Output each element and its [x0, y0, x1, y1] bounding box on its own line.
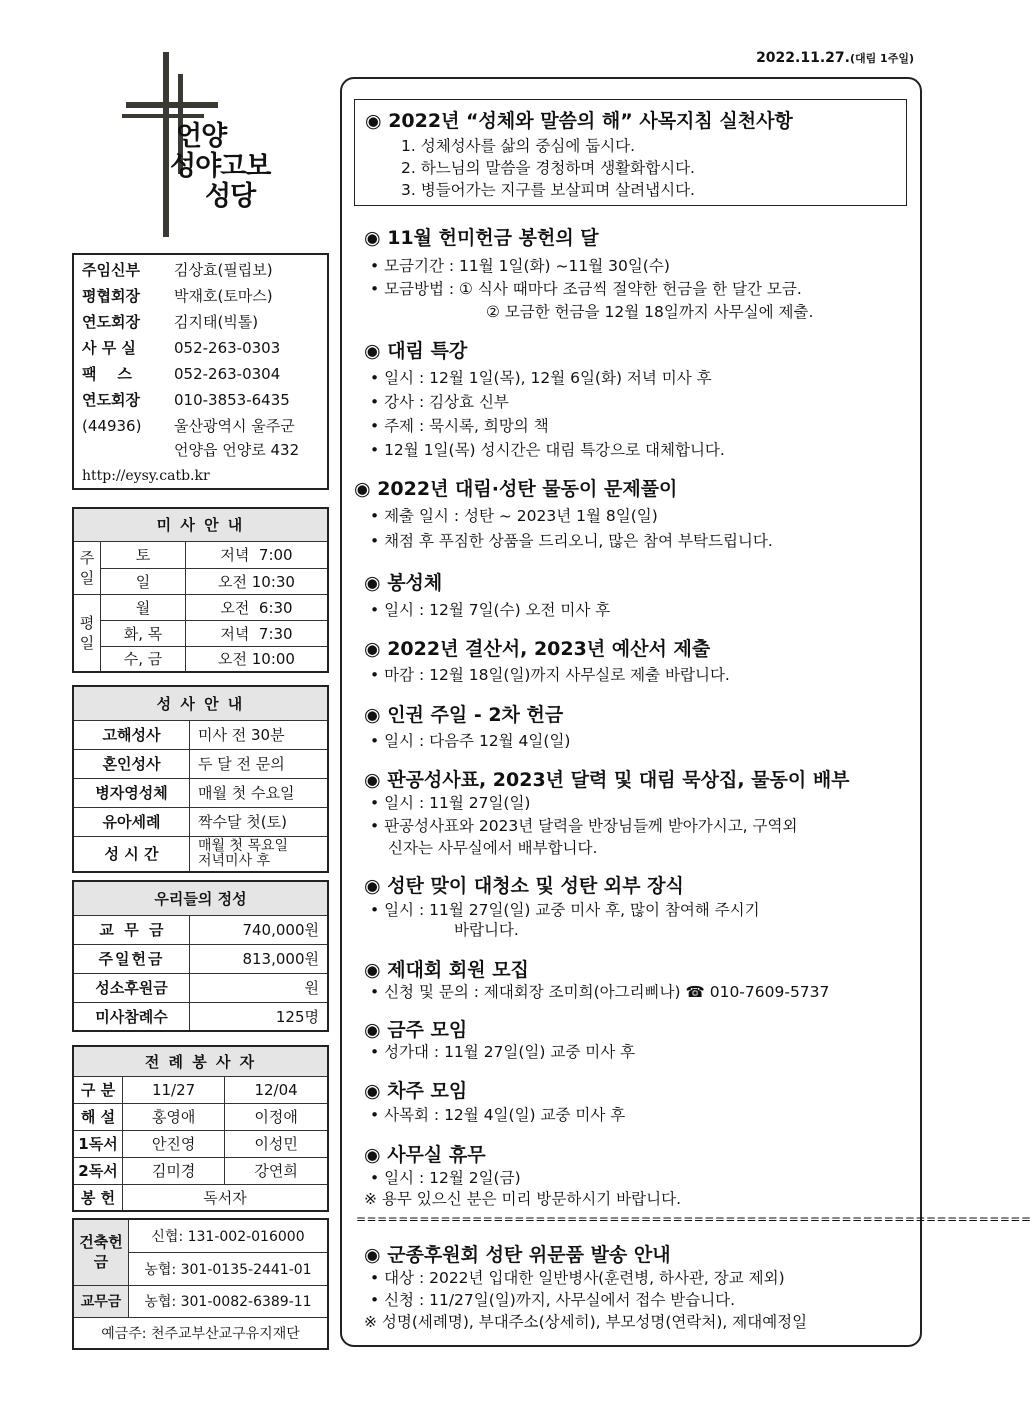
- sacrament-value: 짝수달 첫(토): [190, 807, 329, 836]
- offering-label: 성소후원금: [73, 973, 190, 1002]
- parish-info-box: 주임신부 김상효(필립보) 평협회장 박재호(토마스) 연도회장 김지태(빅톨) 사 무 실 052-263-0303 팩 스 052-263-0304 연도회장 010-3853-6435 (44936) 울산광역시 울주군 언양읍 언양로 432 http://eysy.catb.kr: [72, 253, 329, 490]
- mass-day: 화, 목: [101, 620, 186, 646]
- section-line: • 대상 : 2022년 입대한 일반병사(훈련병, 하사관, 장교 제외): [370, 1269, 785, 1287]
- offering-label: 주일헌금: [73, 944, 190, 973]
- offering-label: 교 무 금: [73, 915, 190, 944]
- sacrament-label: 유아세례: [73, 807, 190, 836]
- section-line: 신자는 사무실에서 배부합니다.: [388, 839, 598, 857]
- offering-table: [72, 880, 329, 1032]
- section-title: ◉ 판공성사표, 2023년 달력 및 대림 묵상집, 물동이 배부: [364, 769, 850, 791]
- section-line: • 채점 후 푸짐한 상품을 드리오니, 많은 참여 부탁드립니다.: [370, 532, 773, 550]
- section-line: • 성가대 : 11월 27일(일) 교중 미사 후: [370, 1043, 636, 1061]
- servers-title: 전 례 봉 사 자: [73, 1046, 328, 1076]
- sacrament-value: 매월 첫 목요일 저녁미사 후: [190, 836, 329, 872]
- logo-text-line3: 성당: [205, 181, 256, 212]
- section-line: • 일시 : 11월 27일(일) 교중 미사 후, 많이 참여해 주시기: [370, 901, 760, 919]
- servers-role: 봉 헌: [73, 1184, 123, 1211]
- info-row: 평협회장 박재호(토마스): [82, 287, 273, 305]
- section-title: ◉ 제대회 회원 모집: [364, 959, 529, 981]
- address-row: (44936) 울산광역시 울주군: [82, 417, 295, 435]
- section-line: • 강사 : 김상효 신부: [370, 393, 509, 411]
- guideline-item: 3. 병들어가는 지구를 보살피며 살려냅시다.: [401, 181, 695, 199]
- info-row: 팩 스 052-263-0304: [82, 365, 281, 383]
- mass-time: 저녁 7:30: [186, 620, 329, 646]
- mass-day: 월: [101, 594, 186, 620]
- section-line: ※ 성명(세례명), 부대주소(상세히), 부모성명(연락처), 제대예정일: [364, 1313, 808, 1331]
- section-title: ◉ 금주 모임: [364, 1019, 468, 1041]
- logo-text-line2: 성야고보: [170, 151, 271, 182]
- section-line: • 일시 : 다음주 12월 4일(일): [370, 732, 571, 750]
- logo-text-line1: 언양: [176, 121, 227, 152]
- divider-line: ================================================================: [356, 1212, 1032, 1226]
- weekday-label: 평일: [73, 594, 101, 672]
- servers-date: 11/27: [123, 1076, 225, 1103]
- section-title: ◉ 봉성체: [364, 572, 443, 594]
- bank-account: 농협: 301-0135-2441-01: [129, 1252, 329, 1285]
- sacrament-label: 병자영성체: [73, 778, 190, 807]
- bulletin-date: 2022.11.27.(대림 1주일): [756, 50, 914, 66]
- section-line: • 12월 1일(목) 성시간은 대림 특강으로 대체합니다.: [370, 441, 725, 459]
- section-line: • 모금방법 : ① 식사 때마다 조금씩 절약한 헌금을 한 달간 모금.: [370, 280, 802, 298]
- dues-label: 교무금: [73, 1285, 129, 1317]
- section-title: ◉ 군종후원회 성탄 위문품 발송 안내: [364, 1244, 671, 1266]
- section-title: ◉ 2022년 대림·성탄 물동이 문제풀이: [354, 478, 678, 500]
- servers-role: 1독서: [73, 1130, 123, 1157]
- mass-schedule-table: [72, 507, 329, 673]
- info-row: 사 무 실 052-263-0303: [82, 339, 281, 357]
- section-title: ◉ 인권 주일 - 2차 헌금: [364, 704, 564, 726]
- guideline-item: 1. 성체성사를 삶의 중심에 둡시다.: [401, 137, 636, 155]
- account-holder: 예금주: 천주교부산교구유지재단: [73, 1317, 328, 1349]
- offering-value: 740,000원: [190, 915, 329, 944]
- info-row: 주임신부 김상효(필립보): [82, 261, 273, 279]
- section-title: ◉ 2022년 결산서, 2023년 예산서 제출: [364, 638, 711, 660]
- section-line: ※ 용무 있으신 분은 미리 방문하시기 바랍니다.: [364, 1190, 681, 1208]
- servers-name: 김미경: [123, 1157, 225, 1184]
- mass-time: 저녁 7:00: [186, 541, 329, 568]
- section-line: • 주제 : 묵시록, 희망의 책: [370, 417, 549, 435]
- servers-name: 이정애: [225, 1103, 328, 1130]
- section-line: • 마감 : 12월 18일(일)까지 사무실로 제출 바랍니다.: [370, 666, 730, 684]
- servers-role: 2독서: [73, 1157, 123, 1184]
- mass-title: 미 사 안 내: [73, 508, 328, 541]
- liturgy-servers-table: [72, 1045, 329, 1212]
- info-row: 연도회장 김지태(빅톨): [82, 313, 259, 331]
- section-line: ② 모금한 헌금을 12월 18일까지 사무실에 제출.: [486, 303, 814, 321]
- sacrament-value: 두 달 전 문의: [190, 749, 329, 778]
- sacrament-title: 성 사 안 내: [73, 686, 328, 720]
- servers-col-label: 구 분: [73, 1076, 123, 1103]
- bank-account: 신협: 131-002-016000: [129, 1219, 329, 1252]
- section-line: 바랍니다.: [454, 921, 519, 939]
- section-title: ◉ 사무실 휴무: [364, 1144, 486, 1166]
- offering-label: 미사참례수: [73, 1002, 190, 1031]
- offering-value: 원: [190, 973, 329, 1002]
- section-line: • 일시 : 12월 2일(금): [370, 1169, 521, 1187]
- guideline-title: ◉ 2022년 “성체와 말씀의 해” 사목지침 실천사항: [365, 110, 793, 132]
- servers-role: 해 설: [73, 1103, 123, 1130]
- mass-day: 일: [101, 568, 186, 594]
- sunday-label: 주일: [73, 541, 101, 594]
- servers-name: 강연희: [225, 1157, 328, 1184]
- sacrament-value: 미사 전 30분: [190, 720, 329, 749]
- section-title: ◉ 대림 특강: [364, 340, 468, 362]
- servers-name: 안진영: [123, 1130, 225, 1157]
- section-title: ◉ 차주 모임: [364, 1080, 468, 1102]
- guideline-item: 2. 하느님의 말씀을 경청하며 생활화합시다.: [401, 159, 695, 177]
- building-fund-label: 건축헌금: [73, 1219, 129, 1285]
- offering-value: 125명: [190, 1002, 329, 1031]
- sacrament-label: 고해성사: [73, 720, 190, 749]
- mass-day: 토: [101, 541, 186, 568]
- servers-name: 이성민: [225, 1130, 328, 1157]
- bank-account: 농협: 301-0082-6389-11: [129, 1285, 329, 1317]
- sacrament-value: 매월 첫 수요일: [190, 778, 329, 807]
- section-line: • 제출 일시 : 성탄 ~ 2023년 1월 8일(일): [370, 507, 658, 525]
- offering-title: 우리들의 정성: [73, 881, 328, 915]
- mass-time: 오전 6:30: [186, 594, 329, 620]
- offering-value: 813,000원: [190, 944, 329, 973]
- section-line: • 판공성사표와 2023년 달력을 반장님들께 받아가시고, 구역외: [370, 817, 798, 835]
- servers-name: 홍영애: [123, 1103, 225, 1130]
- mass-day: 수, 금: [101, 646, 186, 672]
- info-row: 연도회장 010-3853-6435: [82, 391, 290, 409]
- website-link[interactable]: http://eysy.catb.kr: [82, 468, 210, 484]
- servers-name: 독서자: [123, 1184, 329, 1211]
- pastoral-guideline-box: [354, 99, 907, 206]
- section-line: • 신청 : 11/27일(일)까지, 사무실에서 접수 받습니다.: [370, 1291, 736, 1309]
- mass-time: 오전 10:00: [186, 646, 329, 672]
- sacrament-table: [72, 685, 329, 873]
- servers-date: 12/04: [225, 1076, 328, 1103]
- section-line: • 일시 : 11월 27일(일): [370, 794, 531, 812]
- section-line: • 모금기간 : 11월 1일(화) ~11월 30일(수): [370, 257, 670, 275]
- bank-accounts-table: [72, 1218, 329, 1350]
- section-title: ◉ 성탄 맞이 대청소 및 성탄 외부 장식: [364, 875, 684, 897]
- section-line: • 신청 및 문의 : 제대회장 조미희(아그리삐나) ☎ 010-7609-5737: [370, 983, 830, 1001]
- sacrament-label: 성 시 간: [73, 836, 190, 872]
- section-line: • 일시 : 12월 1일(목), 12월 6일(화) 저녁 미사 후: [370, 369, 712, 387]
- section-title: ◉ 11월 헌미헌금 봉헌의 달: [364, 227, 599, 249]
- mass-time: 오전 10:30: [186, 568, 329, 594]
- sacrament-label: 혼인성사: [73, 749, 190, 778]
- section-line: • 일시 : 12월 7일(수) 오전 미사 후: [370, 601, 611, 619]
- section-line: • 사목회 : 12월 4일(일) 교중 미사 후: [370, 1106, 626, 1124]
